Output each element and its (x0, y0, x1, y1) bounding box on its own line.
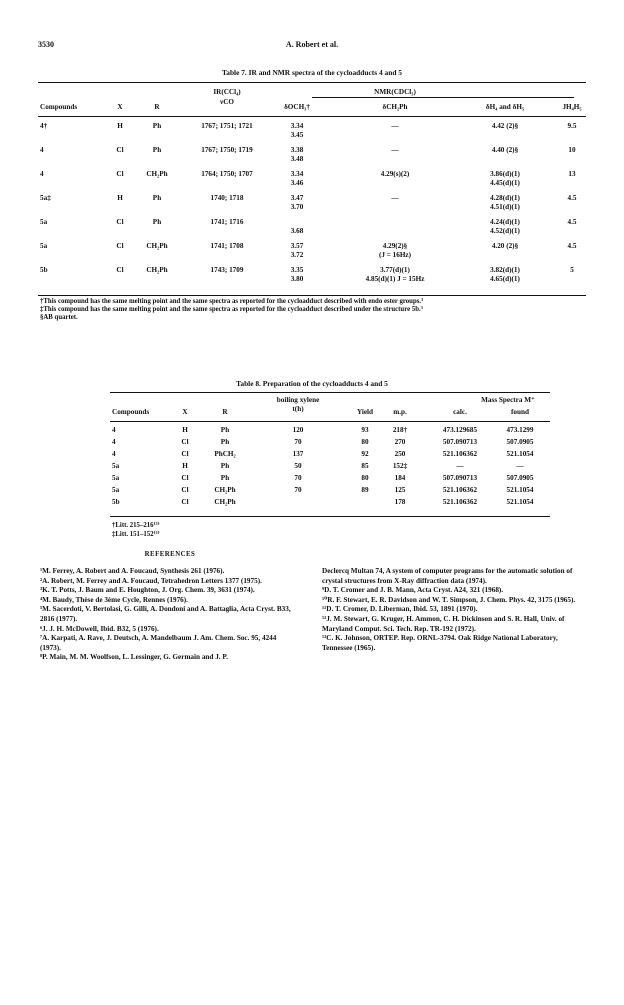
table7-cell-r: CH₂Ph (146, 266, 168, 274)
table8-cell-r: Ph (220, 462, 230, 470)
table8-cell-r: CH₂Ph (214, 498, 236, 506)
table7-cell-ch2ph: 3.77(d)(1) (380, 266, 410, 274)
table7-cell-h4h5: 4.45(d)(1) (490, 179, 520, 187)
table8-cell-yield: 89 (361, 486, 369, 494)
table8-cell-mp: 178 (394, 498, 406, 506)
table8-cell-r: Ph (220, 438, 230, 446)
table8-cell-found: 521.1054 (506, 486, 534, 494)
table7-col-och: δOCH₃† (284, 103, 310, 111)
table8-caption: Table 8. Preparation of the cycloadducts 4 and 5 (236, 379, 388, 388)
table8-cell-compound: 5a (112, 486, 120, 494)
table8-cell-t: 70 (294, 438, 302, 446)
table7-cell-x: Cl (116, 242, 124, 250)
references-left-column (40, 567, 294, 663)
table7-cell-h4h5: 4.20 (2)§ (491, 242, 519, 250)
table7-cell-ir: 1767; 1750; 1719 (201, 146, 253, 154)
reference-entry: ⁷A. Karpati, A. Rave, J. Deutsch, A. Mandelbaum J. Am. Chem. Soc. 95, 4244 (1973). (40, 634, 277, 652)
table8-cell-compound: 4 (112, 426, 116, 434)
table7-cell-ch2ph: (J = 16Hz) (378, 251, 412, 259)
table7-cell-ch2ph: — (391, 194, 399, 202)
table8-cell-calc: 507.090713 (442, 438, 478, 446)
table7-cell-ch2ph: 4.29(s)(2) (380, 170, 410, 178)
table7-col-h4h5: δH₄ and δH₅ (485, 103, 525, 111)
table7-cell-j: 10 (568, 146, 576, 154)
table7-cell-j: 4.5 (567, 194, 577, 202)
table8-top-rule (110, 392, 550, 393)
table7-nmr-group: NMR(CDCl₃) (374, 88, 416, 96)
table8-cell-yield: 80 (361, 474, 369, 482)
table7-cell-och: 3.57 (290, 242, 304, 250)
table8-cell-calc: 521.106362 (442, 486, 478, 494)
table8-cell-x: Cl (181, 450, 189, 458)
table7-cell-ch2ph: 4.85(d)(1) J = 15Hz (365, 275, 425, 283)
page-number: 3530 (38, 40, 54, 49)
table8-cell-compound: 4 (112, 450, 116, 458)
table7-cell-h4h5: 4.28(d)(1) (490, 194, 520, 202)
table8-col-calc: calc. (453, 408, 467, 416)
table7-head-rule (38, 116, 586, 117)
reference-entry: ⁶J. J. H. McDowell, Ibid. B32, 5 (1976). (40, 624, 159, 633)
table7-cell-j: 4.5 (567, 218, 577, 226)
table8-cell-x: H (182, 462, 188, 470)
table8-cell-yield: 92 (361, 450, 369, 458)
table7-ir-group: IR(CCl₄) (213, 88, 241, 96)
table8-cell-calc: 521.106362 (442, 450, 478, 458)
table7-cell-r: Ph (152, 146, 162, 154)
table8-cell-mp: 184 (394, 474, 406, 482)
running-title: A. Robert et al. (285, 40, 339, 49)
table8-cell-found: — (516, 462, 524, 470)
table8-cell-x: Cl (181, 474, 189, 482)
table8-cell-yield: 80 (361, 438, 369, 446)
table7-cell-r: Ph (152, 122, 162, 130)
table8-cell-r: PhCH₂ (214, 450, 236, 458)
table7-cell-h4h5: 4.42 (2)§ (491, 122, 519, 130)
table7-cell-j: 13 (568, 170, 576, 178)
reference-entry: ⁹D. T. Cromer and J. B. Mann, Acta Cryst. A24, 321 (1968). (322, 586, 504, 595)
reference-entry: ¹M. Ferrey, A. Robert and A. Foucaud, Synthesis 261 (1976). (40, 567, 225, 575)
table7-cell-ir: 1741; 1716 (210, 218, 244, 226)
table8-cell-yield: 93 (361, 426, 369, 434)
table8-cell-found: 473.1299 (506, 426, 534, 434)
table8-cell-found: 507.0905 (506, 474, 534, 482)
table8-cell-mp: 270 (394, 438, 406, 446)
table7-col-r: R (154, 103, 160, 111)
table8-col-compounds: Compounds (112, 408, 150, 416)
table7-cell-och: 3.72 (290, 251, 304, 259)
table7-cell-och: 3.35 (290, 266, 304, 274)
table7-cell-och: 3.46 (290, 179, 304, 187)
table7-cell-och: 3.80 (290, 275, 304, 283)
reference-entry: ¹³C. K. Johnson, ORTEP. Rep. ORNL-3794. Oak Ridge National Laboratory, Tennessee (1965). (322, 634, 558, 652)
table7-cell-x: Cl (116, 218, 124, 226)
table8-cell-compound: 4 (112, 438, 116, 446)
reference-entry: ³K. T. Potts, J. Baum and E. Houghton, J. Org. Chem. 39, 3631 (1974). (40, 586, 255, 595)
table7-col-ch2ph: δCH₂Ph (382, 103, 408, 111)
table7-cell-och: 3.34 (290, 122, 304, 130)
table8-cell-mp: 218† (392, 426, 408, 434)
table7-cell-h4h5: 3.82(d)(1) (490, 266, 520, 274)
table7-footnote-2: ‡This compound has the same melting point and the same spectra as reported for the cycloadduct described under the structure 5b.³ (40, 306, 423, 313)
table7-cell-r: Ph (152, 194, 162, 202)
table7-cell-ir: 1764; 1750; 1707 (201, 170, 253, 178)
table8-cell-t: 137 (292, 450, 304, 458)
table8-cell-calc: 521.106362 (442, 498, 478, 506)
table7-cell-och: 3.34 (290, 170, 304, 178)
table8-cell-found: 521.1054 (506, 498, 534, 506)
reference-entry: ⁵M. Sacerdoti, V. Bertolasi, G. Gilli, A. Dondoni and A. Battaglia, Acta Cryst. B33, 2816 (1977). (40, 605, 291, 623)
reference-entry: Declercq Multan 74, A system of computer programs for the automatic solution of crystal structures from X-Ray diffraction data (1974). (322, 567, 573, 585)
table7-footnote-3: §AB quartet. (40, 314, 78, 321)
table8-cell-t: 50 (294, 462, 302, 470)
table8-cell-t: 70 (294, 474, 302, 482)
references-heading: REFERENCES (144, 551, 196, 558)
table7-cell-och: 3.48 (290, 155, 304, 163)
table7-cell-och: 3.38 (290, 146, 304, 154)
table7-footnote-1: †This compound has the same melting point and the same spectra as reported for the cycloadduct described with endo ester groups.³ (40, 298, 424, 305)
references-right-column (322, 567, 584, 653)
table7-cell-ch2ph: — (391, 146, 399, 154)
table8-cell-compound: 5b (112, 498, 120, 506)
table8-head-rule (110, 421, 550, 422)
table7-cell-compound: 5b (40, 266, 48, 274)
table7-cell-ch2ph: 4.29(2)§ (382, 242, 408, 250)
table8-cell-x: Cl (181, 438, 189, 446)
table7-cell-h4h5: 4.65(d)(1) (490, 275, 520, 283)
table8-cell-t: 120 (292, 426, 304, 434)
table7-cell-h4h5: 4.51(d)(1) (490, 203, 520, 211)
table7-cell-x: Cl (116, 170, 124, 178)
table8-footnote-2: ‡Litt. 151–152⁽³⁾ (112, 531, 160, 538)
reference-entry: ¹²J. M. Stewart, G. Kruger, H. Ammon, C. H. Dickinson and S. R. Hall, Univ. of Maryland Comput. Sci. Tech. Rep. TR-192 (1972). (322, 614, 565, 633)
table8-cell-calc: 473.129685 (442, 426, 478, 434)
table7-cell-och: 3.70 (290, 203, 304, 211)
reference-entry: ²A. Robert, M. Ferrey and A. Foucaud, Tetrahedron Letters 1377 (1975). (40, 576, 262, 585)
table7-cell-och: 3.45 (290, 131, 304, 139)
table7-cell-h4h5: 4.40 (2)§ (491, 146, 519, 154)
table7-cell-ir: 1741; 1708 (210, 242, 244, 250)
table8-cell-found: 507.0905 (506, 438, 534, 446)
table7-cell-r: CH₂Ph (146, 170, 168, 178)
table7-cell-ir: 1740; 1718 (210, 194, 244, 202)
table8-cell-mp: 152‡ (392, 462, 408, 470)
reference-entry: ⁸P. Main, M. M. Woolfson, L. Lessinger, G. Germain and J. P. (40, 653, 228, 662)
table8-cell-x: H (182, 426, 188, 434)
table8-bottom-rule (110, 516, 550, 517)
table8-footnote-1: †Litt. 215–216⁽³⁾ (112, 522, 160, 529)
table7-cell-h4h5: 4.24(d)(1) (490, 218, 520, 226)
table7-cell-x: Cl (116, 146, 124, 154)
reference-entry: ⁴M. Baudy, Thèse de 3ème Cycle, Rennes (1976). (40, 595, 188, 604)
table7-cell-compound: 4 (40, 170, 44, 178)
table8-cell-compound: 5a (112, 474, 120, 482)
table7-cell-compound: 4† (40, 122, 48, 130)
table8-time-label: t(h) (292, 405, 304, 413)
table7-cell-j: 5 (570, 266, 574, 274)
reference-entry: ¹⁰R. F. Stewart, E. R. Davidson and W. T. Simpson, J. Chem. Phys. 42, 3175 (1965). (322, 595, 576, 604)
table8-col-x: X (182, 408, 188, 416)
table7-cell-compound: 5a (40, 218, 48, 226)
table8-cell-calc: — (456, 462, 464, 470)
table7-cell-x: H (117, 194, 123, 202)
table7-col-x: X (117, 103, 123, 111)
table8-col-r: R (222, 408, 228, 416)
table7-cell-x: Cl (116, 266, 124, 274)
table7-cell-och: 3.68 (290, 227, 304, 235)
table7-cell-och: 3.47 (290, 194, 304, 202)
table8-cell-t: 70 (294, 486, 302, 494)
table8-cell-calc: 507.090713 (442, 474, 478, 482)
table7-cell-r: CH₂Ph (146, 242, 168, 250)
table7-bottom-rule (38, 295, 586, 296)
table8-cell-r: CH₂Ph (214, 486, 236, 494)
table7-cell-j: 9.5 (567, 122, 577, 130)
table8-cell-compound: 5a (112, 462, 120, 470)
table7-col-j: JH₄H₅ (562, 103, 582, 111)
table8-boiling-label: boiling xylene (276, 396, 320, 404)
table7-ir-sub: νCO (220, 98, 234, 106)
table8-mass-label: Mass Spectra M⁺ (481, 396, 535, 404)
table7-cell-ir: 1767; 1751; 1721 (201, 122, 253, 130)
table7-cell-compound: 5a (40, 242, 48, 250)
table8-cell-r: Ph (220, 426, 230, 434)
table7-cell-ch2ph: — (391, 122, 399, 130)
table7-cell-compound: 5a‡ (40, 194, 51, 202)
table8-col-mp: m.p. (393, 408, 407, 416)
table8-cell-mp: 125 (394, 486, 406, 494)
table7-caption: Table 7. IR and NMR spectra of the cycloadducts 4 and 5 (222, 68, 402, 77)
table8-col-found: found (511, 408, 529, 416)
table8-col-yield: Yield (356, 408, 374, 416)
table7-cell-compound: 4 (40, 146, 44, 154)
table7-cell-h4h5: 4.52(d)(1) (490, 227, 520, 235)
table7-cell-ir: 1743; 1709 (210, 266, 244, 274)
table8-cell-x: Cl (181, 498, 189, 506)
table8-cell-mp: 250 (394, 450, 406, 458)
reference-entry: ¹¹D. T. Cromer, D. Liberman, Ibid. 53, 1891 (1970). (322, 605, 478, 614)
table7-cell-h4h5: 3.86(d)(1) (490, 170, 520, 178)
table8-cell-yield: 85 (361, 462, 369, 470)
table7-nmr-rule (312, 97, 574, 98)
table7-cell-j: 4.5 (567, 242, 577, 250)
table7-cell-x: H (117, 122, 123, 130)
table7-cell-r: Ph (152, 218, 162, 226)
table7-top-rule (38, 82, 586, 83)
table8-cell-found: 521.1054 (506, 450, 534, 458)
table8-cell-x: Cl (181, 486, 189, 494)
table8-cell-r: Ph (220, 474, 230, 482)
table7-col-compounds: Compounds (40, 103, 78, 111)
